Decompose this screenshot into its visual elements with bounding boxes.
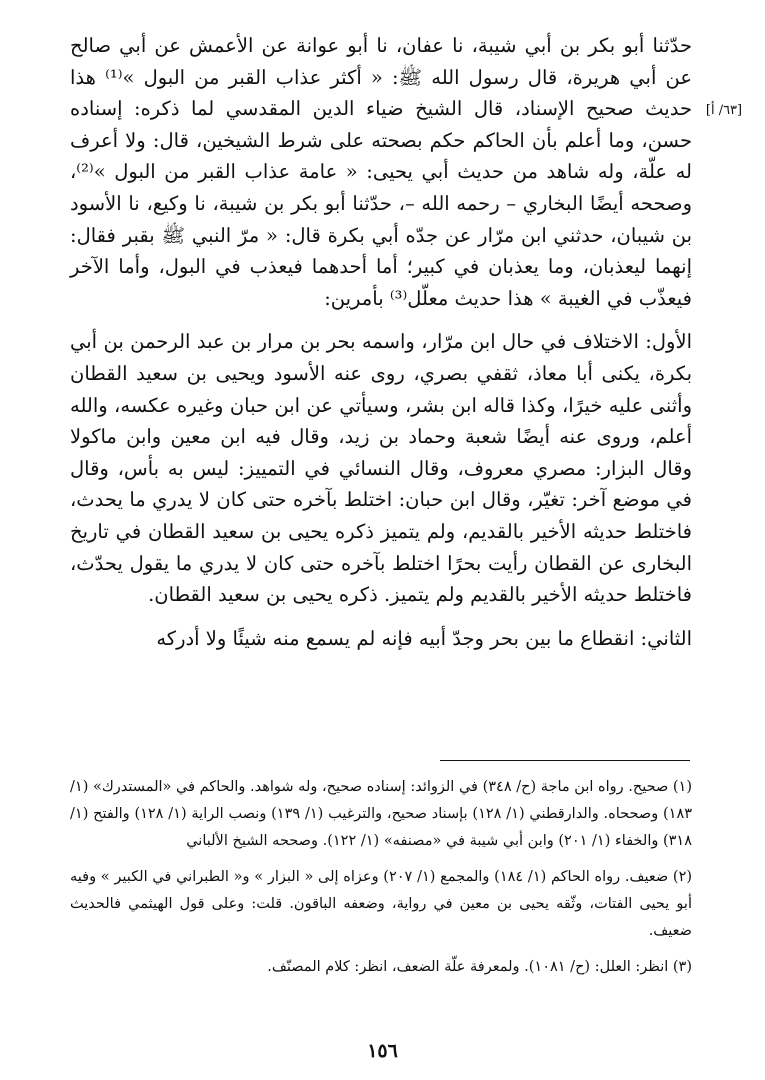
page-number: ١٥٦ [367,1040,398,1062]
footnote-divider [440,760,690,761]
footnote-3: (٣) انظر: العلل: (ح/ ١٠٨١). ولمعرفة علّة الضعف، انظر: كلام المصنّف. [267,959,692,975]
body-paragraph-hadith: حدّثنا أبو بكر بن أبي شيبة، نا عفان، نا أبو عوانة عن الأعمش عن أبي صالح عن أبي هريرة، قال رسول الله ﷺ: « أكثر عذاب القبر من البول »⁽¹⁾ هذا حديث صحيح الإسناد، قال الشيخ ضياء الدين المقدسي لما ذكره: إسناده حسن، وما أعلم بأن الحاكم حكم بصحته على شرط الشيخين، قال: ولا أعرف له علّة، وله شاهد من حديث أبي يحيى: « عامة عذاب القبر من البول »⁽²⁾، وصححه أيضًا البخاري – رحمه الله –، حدّثنا أبو بكر بن شيبة، نا وكيع، نا الأسود بن شيبان، حدثني ابن مرّار عن جدّه أبي بكرة قال: « مرّ النبي ﷺ بقبر فقال: إنهما ليعذبان، وما يعذبان في كبير؛ أما أحدهما فيعذب في البول، وأما الآخر فيعذّب في الغيبة » هذا حديث معلّل⁽³⁾ بأمرين: [70,34,692,310]
footnote-2: (٢) ضعيف. رواه الحاكم (١/ ١٨٤) والمجمع (١/ ٢٠٧) وعزاه إلى « البزار » و« الطبراني في الكبير » وفيه أبو يحيى الفتات، وثّقه يحيى بن معين في رواية، وضعفه الباقون. قلت: وعلى قول الهيثمي فالحديث ضعيف. [70,869,693,939]
footnotes [70,774,692,981]
footnote-1: (١) صحيح. رواه ابن ماجة (ح/ ٣٤٨) في الزوائد: إسناده صحيح، وله شواهد. والحاكم في «المستدرك» (١/ ١٨٣) وصححاه. والدارقطني (١/ ١٢٨) بإسناد صحيح، والترغيب (١/ ١٣٩) ونصب الراية (١/ ١٢٨) والفتح (١/ ٣١٨) والخفاء (١/ ٢٠١) وابن أبي شيبة في «مصنفه» (١/ ١٢٢). وصححه الشيخ الألباني [70,779,693,849]
body-paragraph-second-reason: الثاني: انقطاع ما بين بحر وجدّ أبيه فإنه لم يسمع منه شيئًا ولا أدركه [156,626,692,650]
body-text [70,30,692,654]
body-paragraph-first-reason: الأول: الاختلاف في حال ابن مرّار، واسمه بحر بن مرار بن عبد الرحمن بن أبي بكرة، يكنى أبا معاذ، ثقفي بصري، روى عنه الأسود ويحيى بن سعيد القطان وأثنى عليه خيرًا، وكذا قاله ابن بشر، وسيأتي عن ابن حبان وغيره عكسه، والله أعلم، وروى عنه أيضًا شعبة وحماد بن زيد، وقال فيه ابن معين وابن ماكولا وقال البزار: مصري معروف، وقال النسائي في التمييز: ليس به بأس، وقال في موضع آخر: تغيّر، وقال ابن حبان: اختلط بآخره حتى كان لا يدري ما يحدث، فاختلط حديثه الأخير بالقديم، ولم يتميز ذكره يحيى بن سعيد القطان في تاريخ البخارى عن القطان رأيت بحرًا اختلط بآخره حتى كان لا يدري ما يقول يحدّث، فاختلط حديثه الأخير بالقديم ولم يتميز. ذكره يحيى بن سعيد القطان. [70,330,693,607]
manuscript-folio-reference: [٦٣/ أ] [705,103,743,118]
